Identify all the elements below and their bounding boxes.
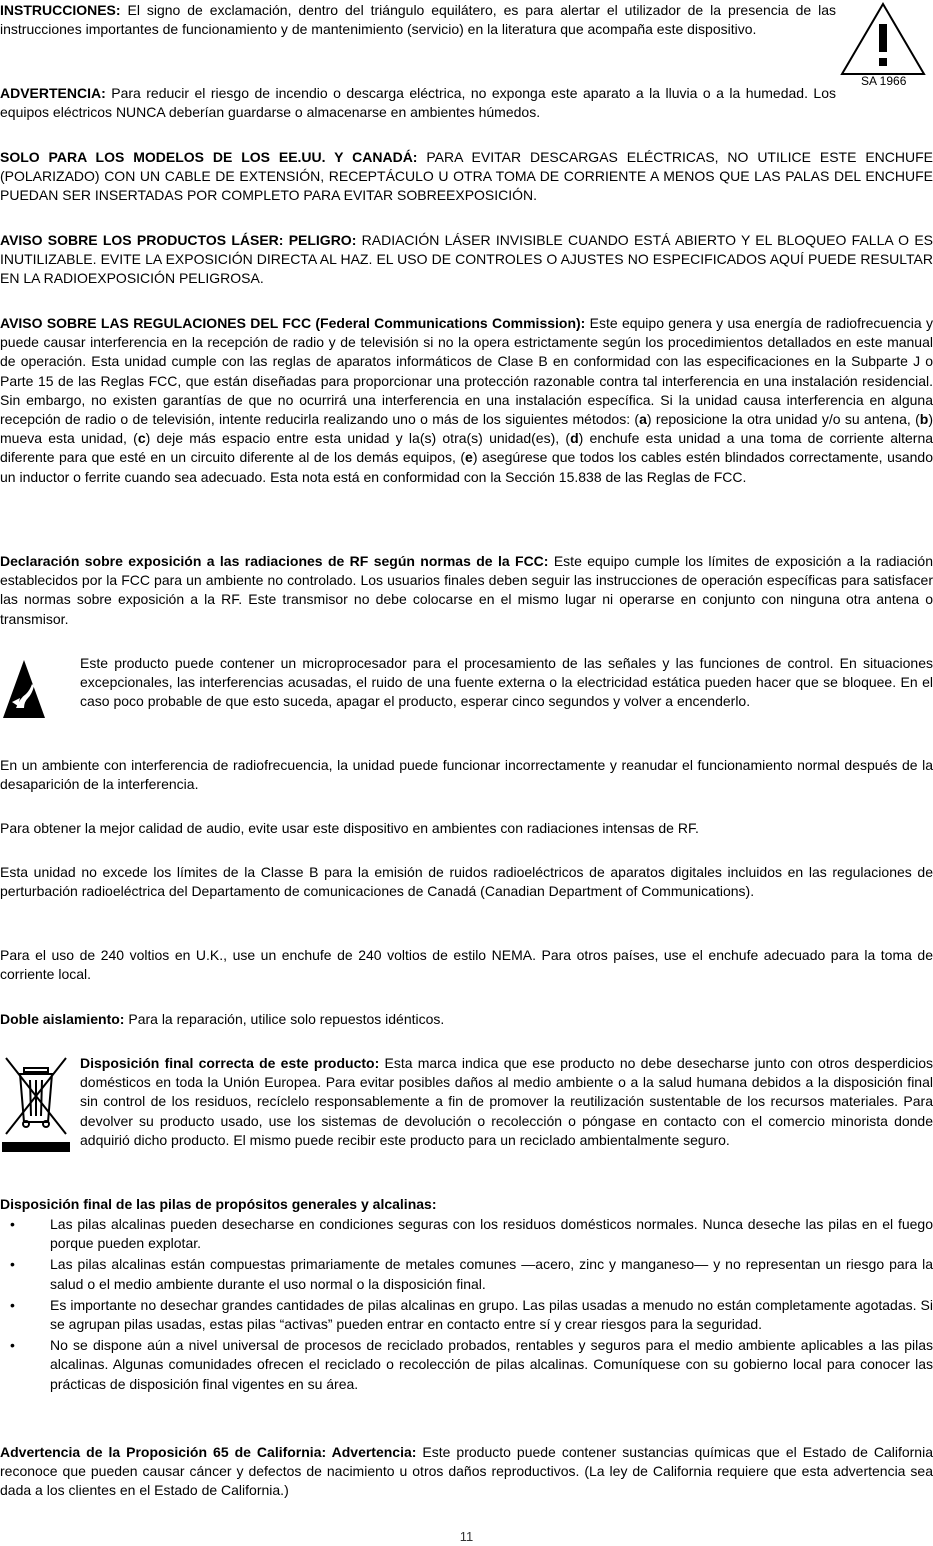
instrucciones-paragraph [0,1,836,39]
bullet-dot: • [10,1337,15,1354]
advertencia-lead: ADVERTENCIA: [0,85,106,101]
fcc-d: d [570,430,579,447]
doble-paragraph [0,1010,933,1029]
doble-lead: Doble aislamiento: [0,1011,125,1027]
list-item [0,1255,933,1293]
instrucciones-lead: INSTRUCCIONES: [0,2,121,18]
solo-eeuu-paragraph [0,148,933,206]
instrucciones-text: El signo de exclamación, dentro del triángulo equilátero, es para alertar el utilizador de la presencia de las instrucciones importantes de funcionamiento y de mantenimiento (servicio) en la literatura que acompaña este dispositivo. [0,2,836,38]
audio-quality-paragraph: Para obtener la mejor calidad de audio, evite usar este dispositivo en ambientes con radiaciones intensas de RF. [0,820,699,836]
laser-paragraph [0,231,933,289]
canada-paragraph: Esta unidad no excede los límites de la Classe B para la emisión de ruidos radioeléctricos de aparatos digitales incluidos en las regulaciones de perturbación radioeléctrica del Departamento de comunicaciones de Canadá (Canadian Department of Communications). [0,864,933,900]
solo-eeuu-lead: SOLO PARA LOS MODELOS DE LOS EE.UU. Y CANADÁ: [0,149,418,165]
fcc-paragraph [0,314,933,487]
fcc-b: b [919,411,929,428]
rf-paragraph [0,552,933,629]
esd-paragraph [80,654,933,712]
fcc-text-d: ) enchufe esta unidad a una toma de corriente alterna diferente para que esté en un circuito diferente al de los demás equipos, ( [0,430,933,466]
advertencia-paragraph [0,84,836,122]
rf-text: Este equipo cumple los límites de exposición a la radiación establecidos por la FCC para un ambiente no controlado. Los usuarios finales deben seguir las instrucciones de operación específicas para satisfacer las normas sobre exposición a la RF. Este transmisor no debe colocarse en el mismo lugar ni operarse en conjunto con ninguna otra antena o transmisor. [0,553,933,627]
radio-interference-paragraph: En un ambiente con interferencia de radiofrecuencia, la unidad puede funcionar incorrectamente y reanudar el funcionamiento normal después de la desaparición de la interferencia. [0,757,933,793]
crossed-out-bin-icon [2,1054,70,1154]
fcc-lead: AVISO SOBRE LAS REGULACIONES DEL FCC [0,315,312,331]
fcc-text-a: ) reposicione la otra unidad y/o su antena, ( [646,411,920,428]
disposal-paragraph [80,1054,933,1150]
list-item [0,1215,933,1253]
fcc-text: Este equipo genera y usa energía de radiofrecuencia y puede causar interferencia en la recepción de radio y de televisión si no la opera estrictamente según los procedimientos detallados en este manual de operación. Esta unidad cumple con las reglas de aparatos informáticos de Clase B en conformidad con las especificaciones en la Subparte J o Parte 15 de las Reglas FCC, que están diseñadas para proporcionar una protección razonable contra tal interferencia en una instalación residencial. Sin embargo, no existen garantías de que no ocurrirá una interferencia en una instalación específica. Si la unidad causa interferencia en alguna recepción de radio o de televisión, intente reducirla realizando uno o más de los siguientes métodos: ( [0,315,933,428]
fcc-e: e [465,449,473,466]
esd-text: Este producto puede contener un microprocesador para el procesamiento de las señales y las funciones de control. En situaciones excepcionales, las interferencias acusadas, el ruido de una fuente externa o la electricidad estática pueden hacer que se bloquee. En el caso poco probable de que esto suceda, apagar el producto, esperar cinco segundos y volver a encenderlo. [80,655,933,710]
fcc-c: c [137,430,146,447]
fcc-paren: (Federal Communications Commission): [311,315,586,331]
list-item-text: Las pilas alcalinas pueden desecharse en condiciones seguras con los residuos domésticos normales. Nunca deseche las pilas en el fuego porque pueden explotar. [50,1216,933,1252]
batteries-heading: Disposición final de las pilas de propósitos generales y alcalinas: [0,1196,437,1212]
bullet-dot: • [10,1256,15,1273]
list-item-text: No se dispone aún a nivel universal de procesos de reciclado probados, rentables y seguros para el medio ambiente aplicables a las pilas alcalinas. Algunas comunidades ofrecen el reciclado o recolección de pilas alcalinas. Comuníquese con su gobierno local para conocer las prácticas de disposición final vigentes en su área. [50,1337,933,1392]
bullet-dot: • [10,1296,15,1313]
list-item [0,1296,933,1334]
esd-warning-icon [2,658,46,720]
page-number: 11 [459,1529,474,1544]
list-item-text: Es importante no desechar grandes cantidades de pilas alcalinas en grupo. Las pilas usadas a menudo no están completamente agotadas. Si se agrupan pilas usadas, estas pilas “activas” pueden entrar en contacto entre sí y crear riesgos para la seguridad. [50,1296,933,1333]
list-item [0,1336,933,1394]
fcc-text-b: ) mueva esta unidad, ( [0,411,933,447]
prop65-lead: Advertencia de la Proposición 65 de California: Advertencia: [0,1444,417,1460]
laser-text: RADIACIÓN LÁSER INVISIBLE CUANDO ESTÁ ABIERTO Y EL BLOQUEO FALLA O ES INUTILIZABLE. EVITE LA EXPOSICIÓN DIRECTA AL HAZ. EL USO DE CONTROLES O AJUSTES NO ESPECIFICADOS AQUÍ PUEDE RESULTAR EN LA RADIOEXPOSICIÓN PELIGROSA. [0,232,933,287]
list-item-text: Las pilas alcalinas están compuestas primariamente de metales comunes —acero, zinc y manganeso— y no representan un riesgo para la salud o el medio ambiente durante el uso normal o la disposición final. [50,1256,933,1292]
fcc-a: a [639,411,647,428]
prop65-text: Este producto puede contener sustancias químicas que el Estado de California reconoce que pueden causar cáncer y defectos de nacimiento u otros daños reproductivos. (La ley de California requiere que esta advertencia sea dada a los clientes en el Estado de California.) [0,1444,933,1499]
bullet-dot: • [10,1216,15,1232]
uk-voltage-paragraph: Para el uso de 240 voltios en U.K., use un enchufe de 240 voltios de estilo NEMA. Para otros países, use el enchufe adecuado para la toma de corriente local. [0,947,933,983]
doble-text: Para la reparación, utilice solo repuestos idénticos. [124,1011,445,1027]
sa-code-label: SA 1966 [861,74,907,88]
prop65-paragraph [0,1443,933,1501]
rf-lead: Declaración sobre exposición a las radiaciones de RF según normas de la FCC: [0,553,549,569]
batteries-list [0,1215,933,1396]
disposal-lead: Disposición final correcta de este producto: [80,1055,380,1071]
advertencia-text: Para reducir el riesgo de incendio o descarga eléctrica, no exponga este aparato a la lluvia o a la humedad. Los equipos eléctricos NUNCA deberían guardarse o almacenarse en ambientes húmedos. [0,85,836,121]
solo-eeuu-text: PARA EVITAR DESCARGAS ELÉCTRICAS, NO UTILICE ESTE ENCHUFE (POLARIZADO) CON UN CABLE DE EXTENSIÓN, RECEPTÁCULO U OTRA TOMA DE CORRIENTE A MENOS QUE LAS PALAS DEL ENCHUFE PUEDAN SER INSERTADAS POR COMPLETO PARA EVITAR SOBREEXPOSICIÓN. [0,149,933,204]
fcc-text-e: ) asegúrese que todos los cables estén blindados correctamente, usando un inductor o ferrite cuando sea adecuado. Esta nota está en conformidad con la Sección 15.838 de las Reglas de FCC. [0,449,933,485]
laser-lead: AVISO SOBRE LOS PRODUCTOS LÁSER: PELIGRO: [0,232,357,248]
disposal-text: Esta marca indica que ese producto no debe desecharse junto con otros desperdicios domésticos en toda la Unión Europea. Para evitar posibles daños al medio ambiente o a la salud humana debidos a la disposición final sin control de los residuos, recíclelo responsablemente a fin de promover la reutilización sustentable de los recursos materiales. Para devolver su producto usado, use los sistemas de devolución o recolección o póngase en contacto con el comercio minorista donde adquirió dicho producto. El mismo puede recibir este producto para un reciclado ambientalmente seguro. [80,1055,933,1148]
fcc-text-c: ) deje más espacio entre esta unidad y la(s) otra(s) unidad(es), ( [145,430,571,447]
